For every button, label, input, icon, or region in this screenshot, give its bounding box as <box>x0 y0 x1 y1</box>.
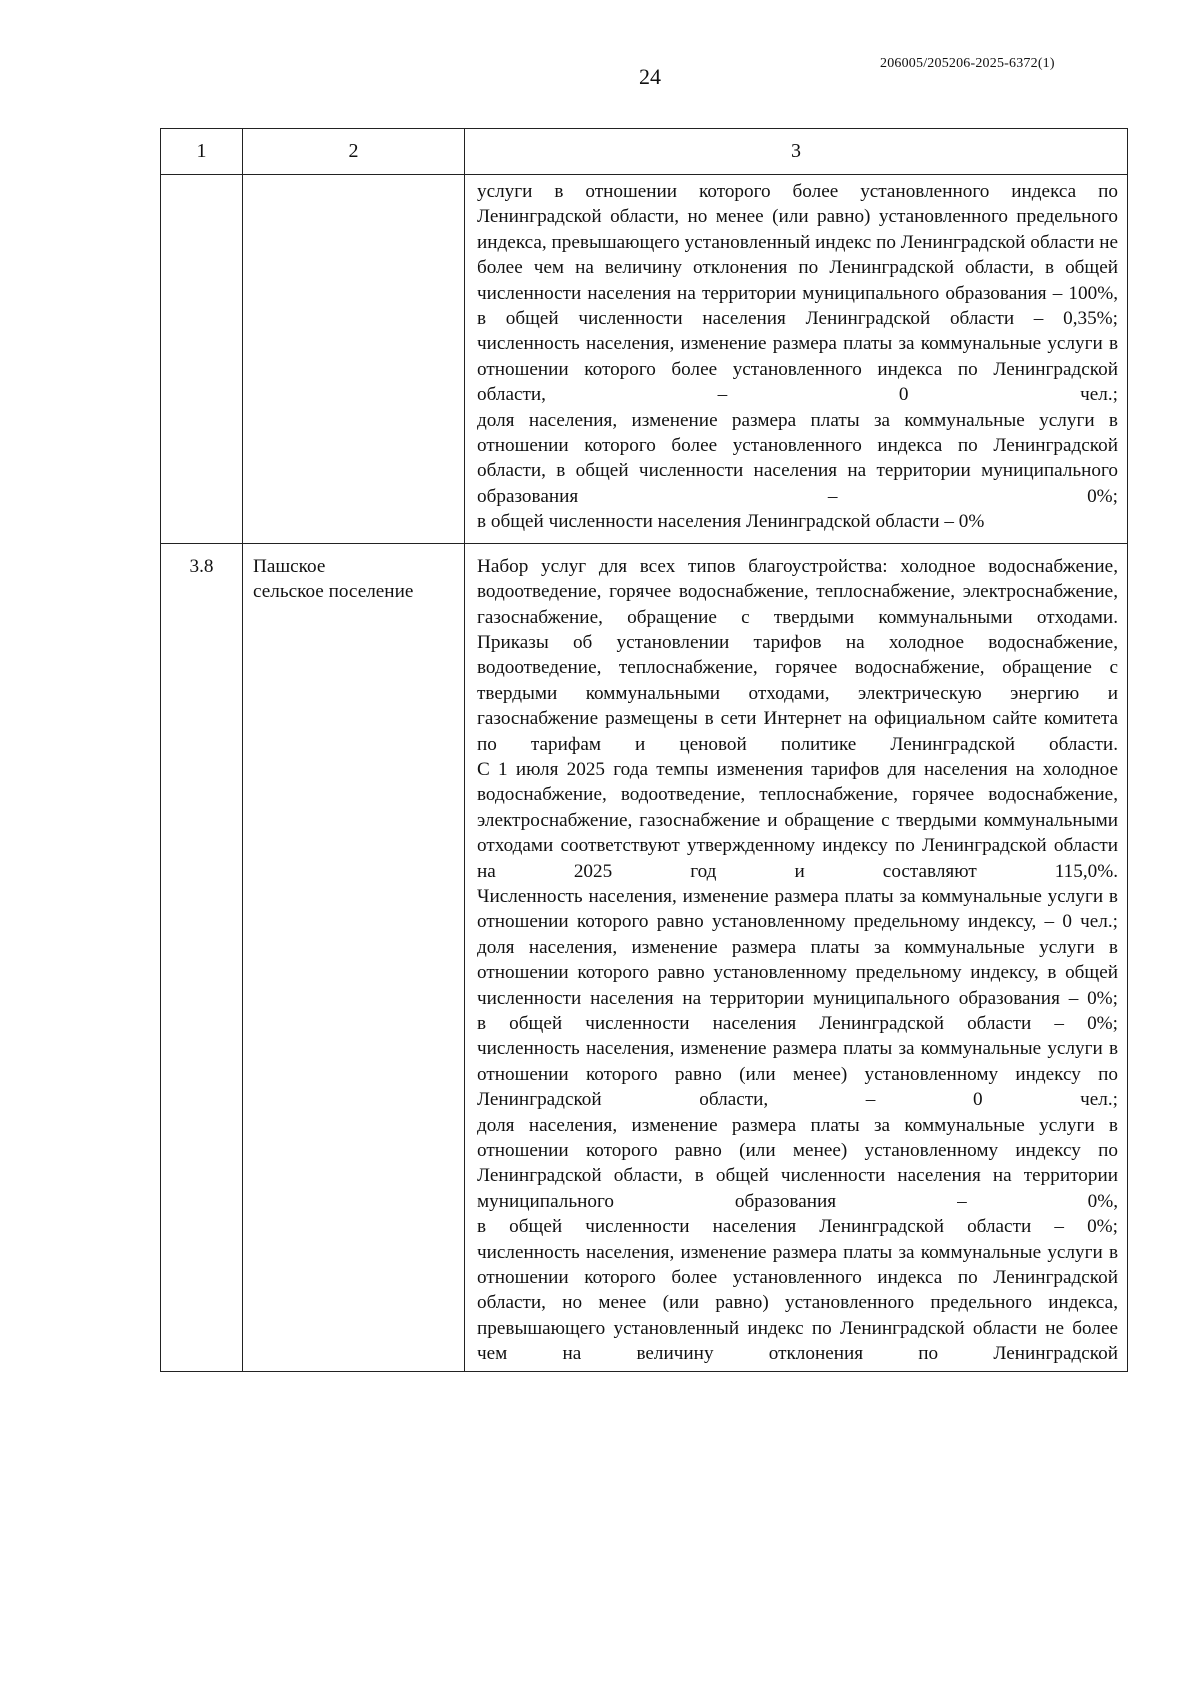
settlement-name-cell <box>243 175 465 544</box>
paragraph: Набор услуг для всех типов благоустройства: холодное водоснабжение, водоотведение, горячее водоснабжение, теплоснабжение, электроснабжение, газоснабжение, обращение с твердыми коммунальными отходами. <box>477 555 1118 628</box>
table-row-continued <box>161 175 1128 544</box>
row-number-cell <box>161 175 243 544</box>
document-id: 206005/205206-2025-6372(1) <box>880 56 1055 71</box>
row-number-cell: 3.8 <box>161 543 243 1371</box>
paragraph: в общей численности населения Ленинградской области – 0%; <box>477 1013 1118 1034</box>
paragraph: в общей численности населения Ленинградской области – 0% <box>477 511 985 533</box>
paragraph: численность населения, изменение размера платы за коммунальные услуги в отношении которого более установленного индекса по Ленинградской области, но менее (или равно) установленного предельного индекса, превышающего установленный индекс по Ленинградской области не более чем на величину отклонения по Ленинградской <box>477 1241 1118 1365</box>
paragraph: доля населения, изменение размера платы за коммунальные услуги в отношении которого более установленного индекса по Ленинградской области, в общей численности населения на территории муниципального образования – 0%; <box>477 409 1118 507</box>
tariff-table <box>160 128 1128 1372</box>
description-cell <box>465 543 1128 1371</box>
paragraph: доля населения, изменение размера платы за коммунальные услуги в отношении которого равно установленному предельному индексу, в общей численности населения на территории муниципального образования – 0%; <box>477 936 1118 1009</box>
settlement-name-line: Пашское <box>253 555 326 577</box>
settlement-name-line: сельское поселение <box>253 581 414 603</box>
page-number: 24 <box>639 64 661 89</box>
paragraph: в общей численности населения Ленинградской области – 0%; <box>477 1216 1118 1238</box>
paragraph: Приказы об установлении тарифов на холодное водоснабжение, водоотведение, теплоснабжение, горячее водоснабжение, обращение с твердыми коммунальными отходами, электрическую энергию и газоснабжение размещены в сети Интернет на официальном сайте комитета по тарифам и ценовой политике Ленинградской области. <box>477 631 1118 755</box>
column-header-2: 2 <box>243 129 465 175</box>
table-header-row <box>161 129 1128 175</box>
paragraph: численность населения, изменение размера платы за коммунальные услуги в отношении которого равно (или менее) установленному индексу по Ленинградской области, – 0 чел.; <box>477 1038 1118 1111</box>
settlement-name-cell <box>243 543 465 1371</box>
paragraph: численность населения, изменение размера платы за коммунальные услуги в отношении которого более установленного индекса по Ленинградской области, – 0 чел.; <box>477 333 1118 406</box>
column-header-1: 1 <box>161 129 243 175</box>
paragraph: доля населения, изменение размера платы за коммунальные услуги в отношении которого равно (или менее) установленному индексу по Ленинградской области, в общей численности населения на территории муниципального образования – 0%, <box>477 1114 1118 1212</box>
paragraph: С 1 июля 2025 года темпы изменения тарифов для населения на холодное водоснабжение, водоотведение, теплоснабжение, горячее водоснабжение, электроснабжение, газоснабжение и обращение с твердыми коммунальными отходами соответствуют утвержденному индексу по Ленинградской области на 2025 год и составляют 115,0%. <box>477 758 1118 882</box>
table-row-3-8 <box>161 543 1128 1371</box>
description-cell <box>465 175 1128 544</box>
paragraph: услуги в отношении которого более установленного индекса по Ленинградской области, но менее (или равно) установленного предельного индекса, превышающего установленный индекс по Ленинградской области не более чем на величину отклонения по Ленинградской области, в общей численности населения на территории муниципального образования – 100%, в общей численности населения Ленинградской области – 0,35%; <box>477 181 1118 330</box>
paragraph: Численность населения, изменение размера платы за коммунальные услуги в отношении которого равно установленному предельному индексу, – 0 чел.; <box>477 885 1118 933</box>
column-header-3: 3 <box>465 129 1128 175</box>
